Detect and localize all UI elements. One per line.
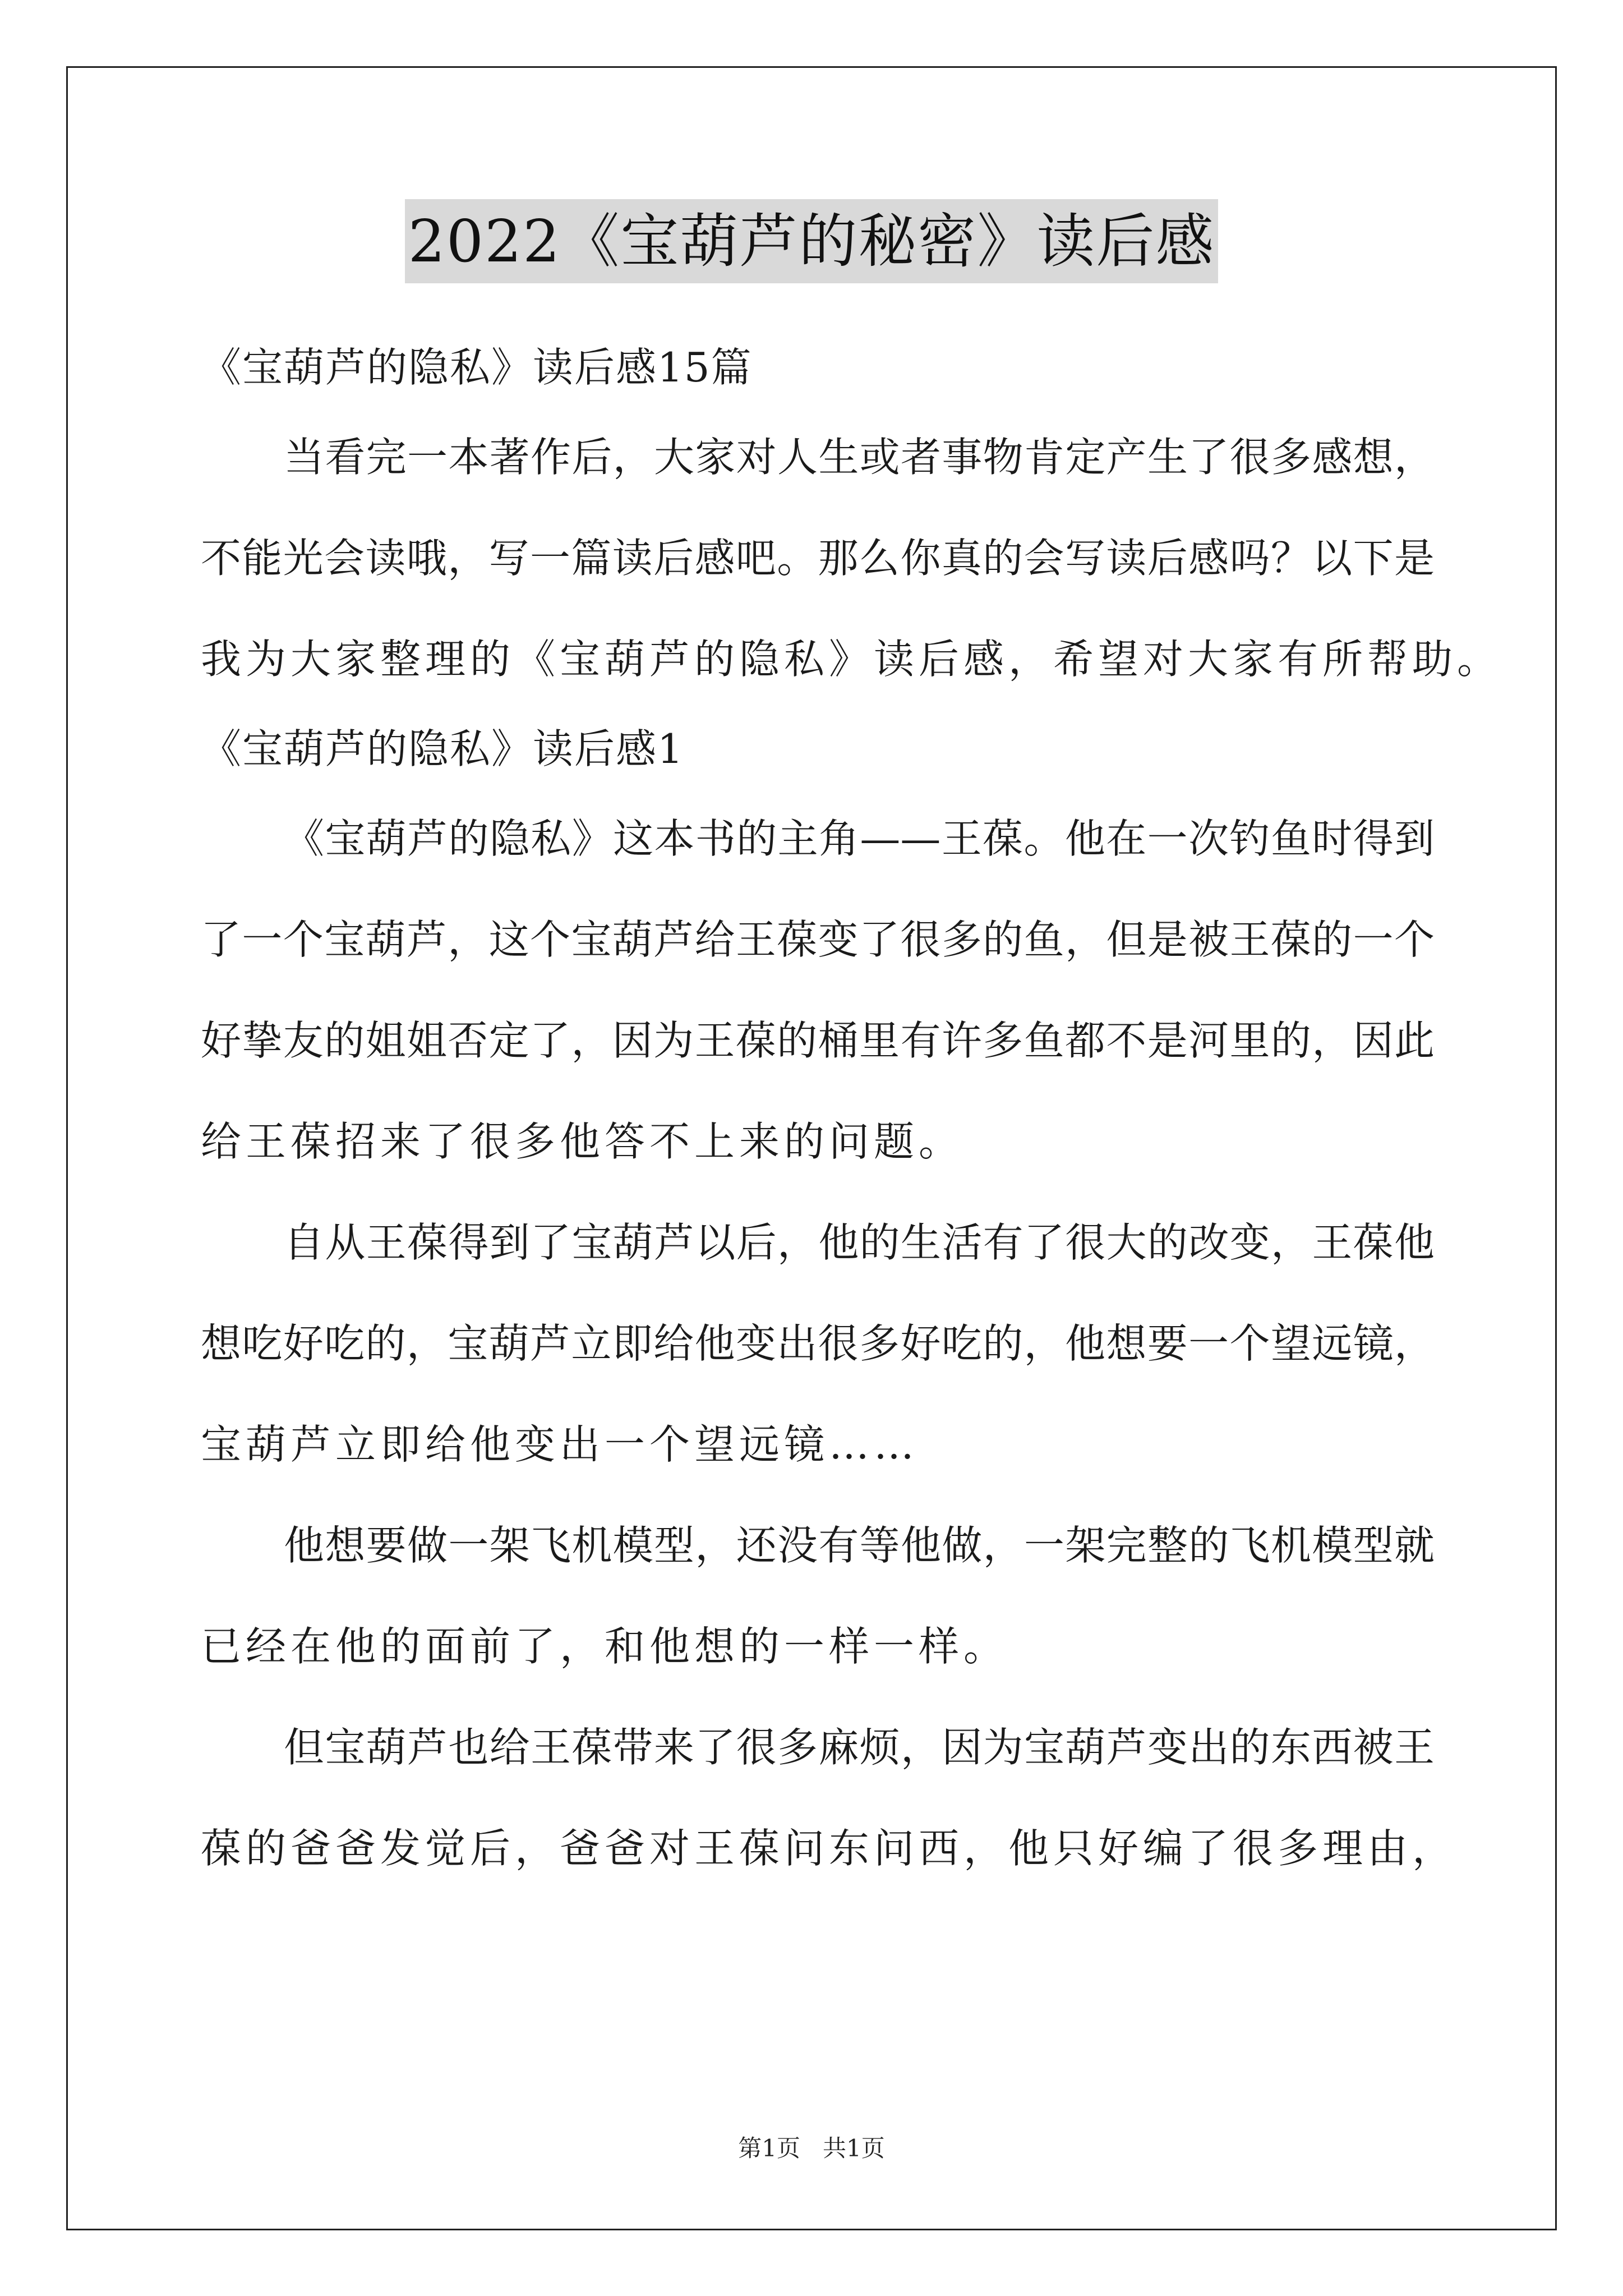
text-line: 葆的爸爸发觉后，爸爸对王葆问东问西，他只好编了很多理由，	[201, 1825, 1458, 1872]
text-line: 《宝葫芦的隐私》这本书的主角——王葆。他在一次钓鱼时得到	[284, 815, 1435, 862]
text-line: 了一个宝葫芦，这个宝葫芦给王葆变了很多的鱼，但是被王葆的一个	[201, 916, 1435, 963]
text-line: 已经在他的面前了，和他想的一样一样。	[201, 1623, 1009, 1670]
text-line: 《宝葫芦的隐私》读后感15篇	[201, 344, 753, 391]
text-line: 自从王葆得到了宝葫芦以后，他的生活有了很大的改变，王葆他	[284, 1219, 1435, 1266]
paragraph	[201, 811, 1435, 1170]
document-title: 2022《宝葫芦的秘密》读后感	[405, 199, 1219, 283]
paragraph-heading	[201, 721, 1435, 811]
text-line: 他想要做一架飞机模型，还没有等他做，一架完整的飞机模型就	[284, 1522, 1435, 1569]
paragraph	[201, 1214, 1435, 1473]
text-line: 不能光会读哦，写一篇读后感吧。那么你真的会写读后感吗？以下是	[201, 535, 1435, 582]
page-footer: 第1页 共1页	[738, 2134, 885, 2162]
paragraph	[201, 1719, 1458, 1876]
paragraph	[201, 429, 1502, 687]
text-line: 《宝葫芦的隐私》读后感1	[201, 725, 684, 772]
paragraph	[201, 1517, 1435, 1674]
paragraph-heading	[201, 339, 1435, 429]
text-line: 好挚友的姐姐否定了，因为王葆的桶里有许多鱼都不是河里的，因此	[201, 1017, 1435, 1064]
text-line: 想吃好吃的，宝葫芦立即给他变出很多好吃的，他想要一个望远镜，	[201, 1320, 1435, 1367]
title-container	[0, 199, 1623, 283]
text-line: 宝葫芦立即给他变出一个望远镜……	[201, 1421, 919, 1468]
text-line: 但宝葫芦也给王葆带来了很多麻烦，因为宝葫芦变出的东西被王	[284, 1724, 1435, 1771]
text-line: 给王葆招来了很多他答不上来的问题。	[201, 1118, 964, 1165]
text-line: 当看完一本著作后，大家对人生或者事物肯定产生了很多感想，	[284, 434, 1435, 481]
document-body	[201, 339, 1502, 1876]
text-line: 我为大家整理的《宝葫芦的隐私》读后感，希望对大家有所帮助。	[201, 636, 1502, 683]
